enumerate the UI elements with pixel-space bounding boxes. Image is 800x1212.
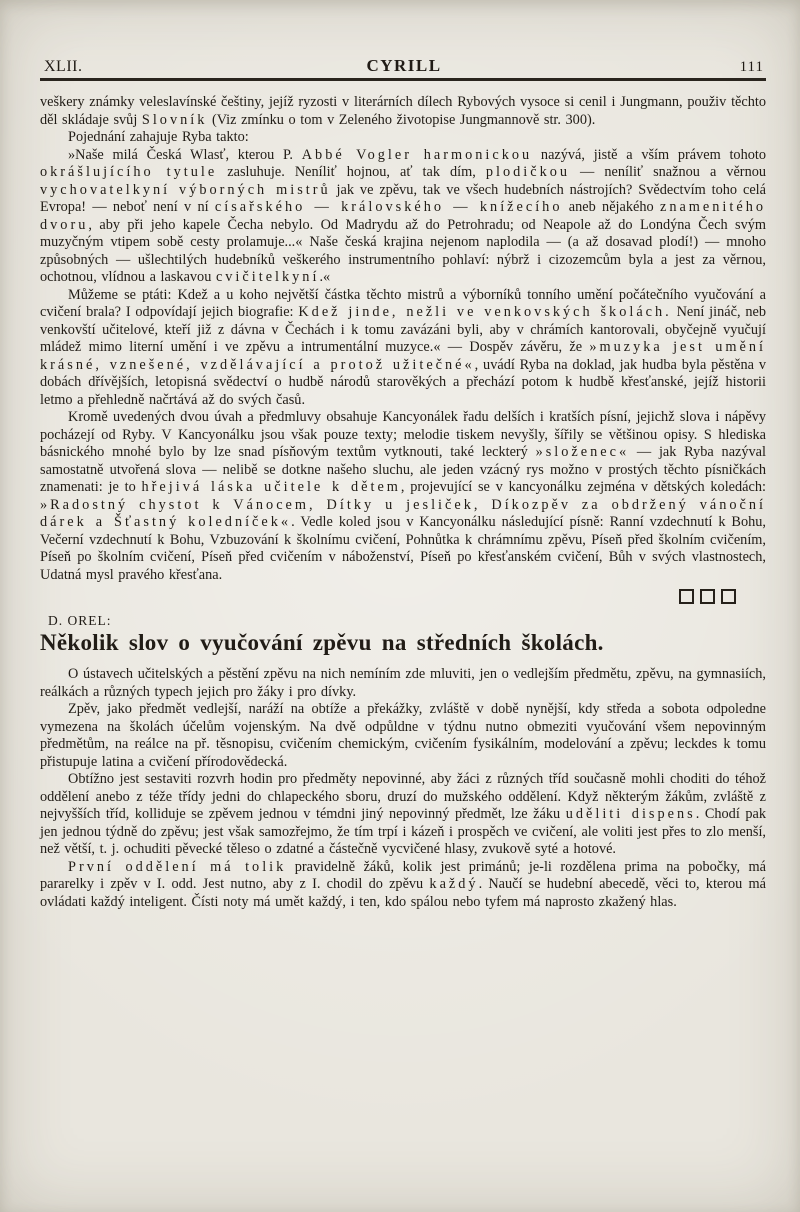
article-2-title: Několik slov o vyučování zpěvu na středních školách.: [40, 630, 604, 655]
emphasized-text: hřejivá láska učitele k dětem: [141, 479, 401, 495]
text-run: (Viz zmínku o tom v Zeleného životopise Jungmannově str. 300).: [207, 111, 596, 128]
text-run: , uvádí Ryba na doklad, jak hudba byla pěstěna v dobách dřívějších, letopisná svědectví o hudbě národů starověkých a přechází potom k hudbě křesťanské, jejíž historii letmo a přehledně načrtává až do svých časů.: [40, 356, 766, 408]
end-marker-square-icon: [721, 589, 736, 604]
paragraph: [40, 287, 766, 410]
text-run: nazývá, jistě a vším právem tohoto: [532, 146, 766, 163]
paragraph: [40, 129, 766, 147]
emphasized-text: Kdež jinde, nežli ve venkovských školách.: [298, 304, 672, 320]
article-2-author: D. OREL:: [48, 613, 112, 628]
text-run: pravidelně žáků, kolik jest primánů; je-li rozdělena prima na pobočky, má pararelky i zpěv v I. odd. Jest nutno, aby z I. chodil do zpěvu: [40, 858, 766, 892]
text-run: O ústavech učitelských a pěstění zpěvu na nich nemíním zde mluviti, jen o vedlejším předmětu, zpěvu, na gymnasiích, reálkách a různých typech jejich pro žáky i pro dívky.: [40, 666, 766, 700]
text-run: Zpěv, jako předmět vedlejší, naráží na obtíže a překážky, zvláště v době nynější, kdy středa a sobota odpoledne vymezena na školách účelům vojenským. Na dvě odpůldne v týdnu nutno obmeziti vyučování všem nepovinným předmětům, na reálce na př. těsnopisu, cvičením chemickým, cvičením fysikálním, modelování a zpěvu; leckdes k tomu přistupuje latina a cvičení přírodovědecká.: [40, 701, 766, 770]
text-run: — neníliť snažnou a věrnou: [570, 164, 767, 180]
article-1-body: [40, 94, 766, 584]
text-run: »Naše milá Česká Wlasť, kterou P.: [68, 146, 302, 163]
journal-title: CYRILL: [366, 56, 442, 75]
emphasized-text: plodičkou: [485, 164, 571, 180]
text-run: , aby při jeho kapele Čecha nebylo. Od Madrydu až do Petrohradu; od Neapole až do Londýna Čech svým muzyčným vtipem sobě cesty prolamuje...« Naše česká krajina nejenom naplodila — (a až dosavad plodí!) — mnoho způsobných — ušlechtilých hudebníků veškerého instrumentního pohlaví: nýbrž i cizozemcům byla a jest za věrnou, ochotnou, vlídnou a laskavou: [40, 216, 766, 285]
emphasized-text: První oddělení má tolik: [68, 858, 287, 875]
text-run: . Naučí se hudební abecedě, věci to, kterou má ovládati každý inteligent. Čísti noty má umět každý, i ten, kdo spálou nebo tyfem má naprosto zkažený hlas.: [40, 876, 766, 910]
text-run: zasluhuje. Neníliť hojnou, ať tak dím,: [217, 164, 486, 180]
emphasized-text: Slovník: [141, 111, 208, 128]
emphasized-text: Abbé Vogler harmonickou: [301, 146, 533, 163]
paragraph: [40, 409, 766, 584]
paragraph: [40, 859, 766, 912]
text-run: . Vedle koled jsou v Kancyonálku následující písně: Ranní vzdechnutí k Bohu, Večerní vzdechnutí k Bohu, Vzbuzování k školnímu cvičení, Pohnůtka k chrámnímu zpěvu, Píseň před školním cvičením, Píseň po školním cvičení, Píseň před cvičením v náboženství, Píseň po křesťanském cvičení, Bůh v svých vlastnostech, Udatná mysl pravého křesťana.: [40, 514, 766, 583]
end-marker-square-icon: [700, 589, 715, 604]
emphasized-text: »muzyka jest umění krásné, vznešené, vzdělávající a protož užitečné«: [40, 339, 766, 373]
paragraph: [40, 94, 766, 129]
text-run: Kromě uvedených dvou úvah a předmluvy obsahuje Kancyonálek řadu delších i kratších písní, jejichž slova i nápěvy pocházejí od Ryby. V Kancyonálku jsou však pouze texty; melodie tiskem nevyšly, šířily se většinou opisy. S hlediska básnického mnohé bylo by lze snad písňovým textům vytknouti, také leckterý: [40, 409, 766, 460]
paragraph: [40, 771, 766, 859]
text-run: jak ve zpěvu, tak ve všech hudebních nástrojích? Svědectvím toho celá Evropa! — neboť není v ní: [40, 181, 766, 215]
paragraph: [40, 701, 766, 771]
text-run: Můžeme se ptáti: Kdež a u koho největší částka těchto mistrů a výborníků tonního umění počátečního vyučování a cvičení brala? I odpovídají jejich biografie:: [40, 286, 766, 320]
paragraph: [40, 147, 766, 287]
text-run: , projevující se v kancyonálku zejména v dětských koledách:: [400, 479, 766, 495]
text-run: Pojednání zahajuje Ryba takto:: [68, 129, 249, 145]
emphasized-text: každý: [429, 876, 479, 892]
end-marker-square-icon: [679, 589, 694, 604]
text-run: veškery známky veleslavínské češtiny, jejíž ryzosti v literárních dílech Rybových vysoce si cenil i Jungmann, použiv těchto děl skládaje svůj: [40, 94, 766, 128]
text-run: .«: [319, 269, 331, 285]
header-rule: [40, 78, 766, 81]
page-number: 111: [739, 59, 764, 75]
running-header: [40, 56, 766, 77]
text-run: Není jináč, neb venkovští učitelové, kteří již z dávna v Čechách i k tomu zavázáni byli, aby v chrámích kantorovali, obyčejně vyučují mládež mimo literní umění i ve zpěvu a intrumentální muzyce.« — Dospěv závěru, že: [40, 304, 766, 355]
emphasized-text: znamenitého dvoru: [40, 199, 767, 233]
page-content: [40, 56, 766, 911]
volume-number: XLII.: [44, 58, 83, 75]
article-end-marker: [40, 589, 766, 604]
article-2-body: [40, 666, 766, 911]
emphasized-text: »složenec«: [535, 444, 630, 460]
emphasized-text: »Radostný chystot k Vánocem, Dítky u jesliček, Díkozpěv za obdržený vánoční dárek a Šťastný koledníček«: [40, 496, 766, 530]
text-run: Obtížno jest sestaviti rozvrh hodin pro předměty nepovinné, aby žáci z různých tříd současně mohli choditi do téhož oddělení anebo z téže třídy jedni do chlapeckého sboru, druzí do mužského oddělení. Když některým žákům, zvláště z nejvyšších tříd, kolliduje se zpěvem jednou v témdni jiný nepovinný předmět, lze žáku: [40, 771, 766, 822]
text-run: aneb nějakého: [562, 199, 660, 215]
emphasized-text: uděliti dispens: [565, 806, 696, 822]
emphasized-text: císařského — královského — knížecího: [214, 199, 563, 215]
paragraph: [40, 666, 766, 701]
emphasized-text: vychovatelkyní výborných mistrů: [40, 181, 331, 198]
emphasized-text: cvičitelkyní: [215, 269, 320, 285]
text-run: — jak Ryba nazýval samostatně utvořená slova — nelibě se dotkne našeho sluchu, ale jeden vzácný rys možno v prostých těchto písničkách znamenati: je to: [40, 444, 767, 495]
text-run: . Chodí pak jen jednou týdně do zpěvu; jest však samozřejmo, že tím trpí i kázeň i prospěch ve cvičení, ale voliti jest přes to zlo menší, než větší, t. j. ochuditi pěvecké těleso o zdatné a částečně vycvičené hlasy, zvukově syté a hotové.: [40, 806, 766, 857]
emphasized-text: okrášlujícího tytule: [40, 164, 218, 180]
